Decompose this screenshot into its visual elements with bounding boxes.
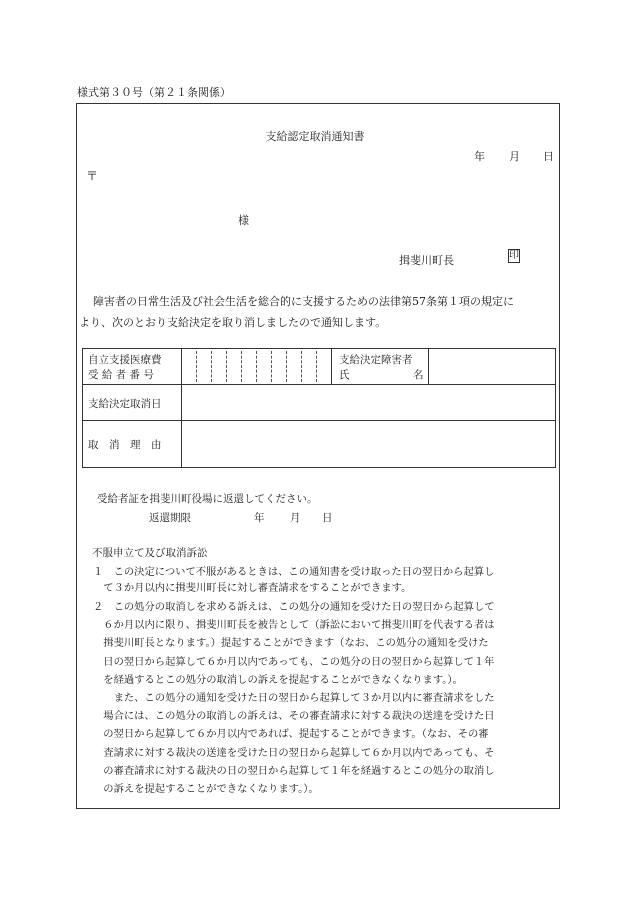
appeal-text-line: １ この決定について不服があるときは、この通知書を受け取った日の翌日から起算し — [93, 566, 495, 578]
appeal-text-line: の訴えを提起することができなくなります。）。 — [93, 783, 319, 795]
postal-mark: 〒 — [86, 169, 99, 183]
date-month-label: 月 — [509, 150, 520, 163]
digit-separator — [301, 351, 302, 382]
body-text-line-1: 障害者の日常生活及び社会生活を総合的に支援するための法律第57条第１項の規定に — [93, 295, 514, 308]
appeal-text-line: を経過するとこの処分の取消しの訴えを提起することができなくなります。）。 — [93, 674, 463, 686]
return-deadline-label: 返還期限 — [149, 512, 191, 524]
appeal-text-line: 揖斐川町長となります。）提起することができます（なお、この処分の通知を受けた — [93, 637, 489, 649]
issuer-name: 揖斐川町長 — [399, 254, 454, 267]
return-deadline-day: 日 — [322, 512, 333, 524]
return-deadline-month: 月 — [290, 512, 301, 524]
person-label-2a: 氏 — [339, 369, 350, 381]
table-row-divider — [83, 384, 555, 385]
document-title: 支給認定取消通知書 — [265, 130, 365, 143]
digit-separator — [271, 351, 272, 382]
digit-separator — [241, 351, 242, 382]
person-label-2b: 名 — [413, 369, 424, 381]
return-deadline-year: 年 — [254, 512, 265, 524]
return-notice: 受給者証を揖斐川町役場に返還してください。 — [97, 493, 318, 505]
appeal-text-line: 査請求に対する裁決の送達を受けた日の翌日から起算して６か月以内であっても、そ — [93, 747, 495, 759]
info-table — [82, 348, 556, 468]
appeal-text-line: の審査請求に対する裁決の日の翌日から起算して１年を経過するとこの処分の取消し — [93, 765, 495, 777]
recipient-honorific: 様 — [238, 214, 249, 227]
appeal-text-line: て３か月以内に揖斐川町長に対し審査請求をすることができます。 — [93, 582, 412, 594]
table-column-divider — [181, 349, 182, 467]
recipient-number-label-1: 自立支援医療費 — [88, 354, 162, 366]
appeal-text-line: 日の翌日から起算して６か月以内であっても、この処分の日の翌日から起算して１年 — [93, 656, 495, 668]
digit-separator — [211, 351, 212, 382]
digit-separator — [256, 351, 257, 382]
date-year-label: 年 — [474, 150, 485, 163]
table-column-divider — [428, 349, 429, 384]
person-label-1: 支給決定障害者 — [339, 354, 413, 366]
digit-separator — [286, 351, 287, 382]
appeal-text-line: また、この処分の通知を受けた日の翌日から起算して３か月以内に審査請求をした — [93, 692, 495, 704]
appeal-text-line: の翌日から起算して６か月以内であれば、提起することができます。（なお、その審 — [93, 728, 489, 740]
digit-separator — [316, 351, 317, 382]
cancel-reason-label: 取 消 理 由 — [88, 439, 162, 451]
date-day-label: 日 — [543, 150, 554, 163]
appeal-text-line: ６か月以内に限り、揖斐川町長を被告として（訴訟において揖斐川町を代表する者は — [93, 619, 495, 631]
body-text-line-2: より、次のとおり支給決定を取り消しましたので通知します。 — [79, 316, 387, 329]
cancel-date-label: 支給決定取消日 — [88, 398, 162, 410]
recipient-number-label-2: 受 給 者 番 号 — [88, 369, 154, 381]
digit-separator — [196, 351, 197, 382]
appeal-text-line: ２ この処分の取消しを求める訴えは、この処分の通知を受けた日の翌日から起算して — [93, 601, 495, 613]
table-row-divider — [83, 420, 555, 421]
table-column-divider — [331, 349, 332, 384]
seal-stamp: 印 — [509, 250, 519, 261]
digit-separator — [226, 351, 227, 382]
appeal-heading: 不服申立て及び取消訴訟 — [92, 547, 208, 559]
appeal-text-line: 場合には、この処分の取消しの訴えは、その審査請求に対する裁決の送達を受けた日 — [93, 710, 495, 722]
form-number-label: 様式第３０号（第２１条関係） — [77, 86, 231, 99]
